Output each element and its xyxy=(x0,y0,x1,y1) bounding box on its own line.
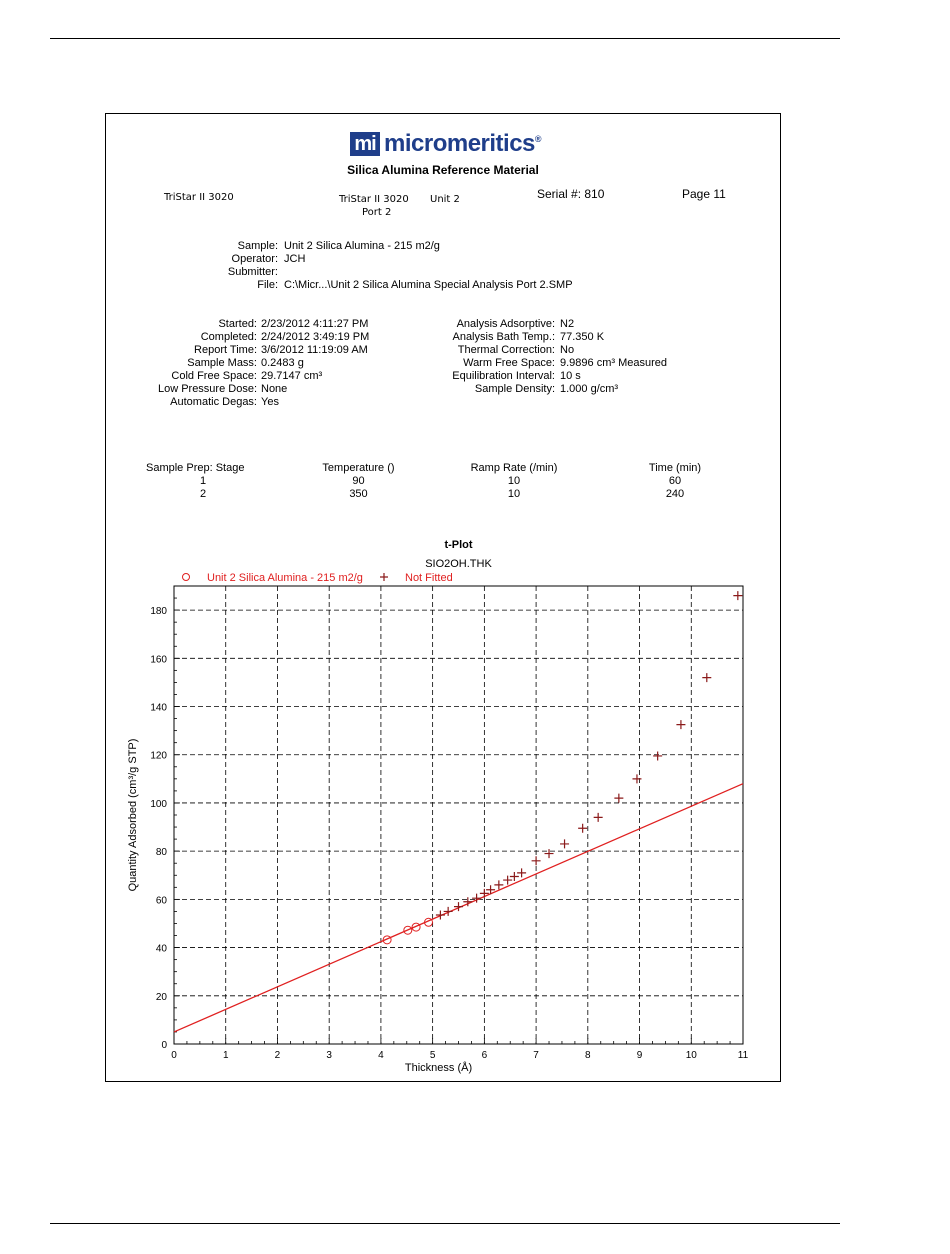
legend-label-series-1: Unit 2 Silica Alumina - 215 m2/g xyxy=(207,572,363,584)
submitter-value xyxy=(284,266,573,279)
cold-free-space-value: 29.7147 cm³ xyxy=(261,370,323,382)
data-point-not-fitted xyxy=(676,720,685,729)
chart-subtitle: SIO2OH.THK xyxy=(425,558,492,570)
prep-header-temperature: Temperature () xyxy=(322,462,395,474)
prep-header-ramp: Ramp Rate (/min) xyxy=(470,462,558,474)
report-page xyxy=(105,113,781,1082)
warm-free-space-value: 9.9896 cm³ Measured xyxy=(560,357,667,369)
automatic-degas-label: Automatic Degas: xyxy=(170,396,257,408)
chart-title: t-Plot xyxy=(444,539,473,551)
legend-label-series-2: Not Fitted xyxy=(405,572,453,584)
run-left-values xyxy=(261,318,369,409)
sample-density-value: 1.000 g/cm³ xyxy=(560,383,619,395)
y-tick-label: 20 xyxy=(155,991,167,1003)
operator-value: JCH xyxy=(284,253,306,265)
automatic-degas-value: Yes xyxy=(261,396,279,408)
x-tick-label: 1 xyxy=(222,1050,229,1061)
thermal-correction-value: No xyxy=(560,344,575,356)
data-point-not-fitted xyxy=(653,751,662,760)
x-tick-label: 9 xyxy=(636,1050,643,1061)
started-label: Started: xyxy=(218,318,257,330)
instrument-left: TriStar II 3020 xyxy=(164,192,234,203)
serial-number: Serial #: 810 xyxy=(537,187,605,201)
prep-row-1-stage: 1 xyxy=(200,475,207,487)
file-label: File: xyxy=(257,279,278,291)
cold-free-space-label: Cold Free Space: xyxy=(171,370,257,382)
instrument-center: TriStar II 3020 xyxy=(339,194,409,205)
legend-plus-marker xyxy=(380,573,388,581)
y-axis-label: Quantity Adsorbed (cm³/g STP) xyxy=(127,738,139,892)
report-time-value: 3/6/2012 11:19:09 AM xyxy=(261,344,368,356)
data-point-not-fitted xyxy=(614,794,623,803)
x-tick-label: 10 xyxy=(685,1050,697,1061)
prep-row-2-ramp: 10 xyxy=(507,488,521,500)
x-axis-label: Thickness (Å) xyxy=(404,1062,473,1074)
bath-temp-label: Analysis Bath Temp.: xyxy=(452,331,555,343)
y-tick-label: 160 xyxy=(150,654,167,666)
prep-row-1-ramp: 10 xyxy=(507,475,521,487)
logo-mark: mi xyxy=(350,132,380,156)
y-tick-label: 180 xyxy=(150,606,167,618)
data-point-not-fitted xyxy=(436,911,445,920)
legend-circle-marker xyxy=(183,574,190,581)
prep-ramp-col xyxy=(454,462,574,501)
port-label: Port 2 xyxy=(362,207,392,218)
report-time-label: Report Time: xyxy=(194,344,257,356)
x-tick-label: 8 xyxy=(585,1050,591,1061)
x-tick-label: 3 xyxy=(326,1050,332,1061)
t-plot-chart xyxy=(106,539,780,1079)
y-tick-label: 80 xyxy=(155,847,167,859)
analysis-adsorptive-value: N2 xyxy=(560,318,575,330)
completed-value: 2/24/2012 3:49:19 PM xyxy=(261,331,370,343)
x-tick-label: 6 xyxy=(481,1050,488,1061)
y-tick-label: 60 xyxy=(155,895,167,907)
page-number: Page 11 xyxy=(682,187,726,201)
data-point-not-fitted xyxy=(594,813,603,822)
unit-label: Unit 2 xyxy=(430,194,460,205)
x-tick-label: 5 xyxy=(429,1050,436,1061)
sample-density-label: Sample Density: xyxy=(474,383,555,395)
prep-row-2-stage: 2 xyxy=(200,488,207,500)
x-tick-label: 4 xyxy=(378,1050,384,1061)
prep-stage-col xyxy=(146,462,261,501)
run-right-labels xyxy=(406,318,555,396)
prep-temp-col xyxy=(296,462,421,501)
data-point-not-fitted xyxy=(545,849,554,858)
started-value: 2/23/2012 4:11:27 PM xyxy=(261,318,369,330)
completed-label: Completed: xyxy=(200,331,257,343)
y-tick-label: 100 xyxy=(150,798,167,810)
sample-value: Unit 2 Silica Alumina - 215 m2/g xyxy=(284,240,440,252)
data-point-not-fitted xyxy=(632,774,641,783)
data-point-not-fitted xyxy=(560,839,569,848)
x-tick-label: 7 xyxy=(533,1050,539,1061)
data-point-not-fitted xyxy=(444,907,453,916)
prep-row-2-temperature: 350 xyxy=(349,488,368,500)
run-right-values xyxy=(560,318,667,396)
plot-frame xyxy=(174,586,743,1044)
top-rule xyxy=(50,38,840,39)
sample-mass-value: 0.2483 g xyxy=(261,357,304,369)
x-tick-label: 11 xyxy=(737,1050,749,1061)
prep-row-1-temperature: 90 xyxy=(352,475,365,487)
y-tick-label: 120 xyxy=(150,750,167,762)
low-pressure-dose-value: None xyxy=(261,383,288,395)
bath-temp-value: 77.350 K xyxy=(560,331,605,343)
sample-info xyxy=(106,240,278,292)
submitter-label: Submitter: xyxy=(227,266,278,278)
y-tick-label: 140 xyxy=(150,702,167,714)
data-point-not-fitted xyxy=(494,880,503,889)
prep-time-col xyxy=(621,462,729,501)
equilibration-interval-value: 10 s xyxy=(560,370,581,382)
warm-free-space-label: Warm Free Space: xyxy=(463,357,555,369)
prep-row-1-time: 60 xyxy=(668,475,682,487)
prep-header-time: Time (min) xyxy=(648,462,702,474)
low-pressure-dose-label: Low Pressure Dose: xyxy=(157,383,257,395)
analysis-adsorptive-label: Analysis Adsorptive: xyxy=(456,318,555,330)
operator-label: Operator: xyxy=(231,253,278,265)
bottom-rule xyxy=(50,1223,840,1224)
equilibration-interval-label: Equilibration Interval: xyxy=(452,370,555,382)
y-tick-label: 40 xyxy=(155,943,167,955)
prep-header-stage: Sample Prep: Stage xyxy=(146,462,245,474)
sample-mass-label: Sample Mass: xyxy=(187,357,257,369)
data-point-not-fitted xyxy=(733,591,742,600)
sample-label: Sample: xyxy=(237,240,278,252)
sample-info-values xyxy=(284,240,573,292)
y-tick-label: 0 xyxy=(161,1040,167,1051)
run-left-labels xyxy=(106,318,257,409)
thermal-correction-label: Thermal Correction: xyxy=(457,344,555,356)
prep-row-2-time: 240 xyxy=(665,488,685,500)
file-value: C:\Micr...\Unit 2 Silica Alumina Special Analysis Port 2.SMP xyxy=(284,279,573,291)
x-tick-label: 2 xyxy=(274,1050,281,1061)
logo xyxy=(350,130,541,158)
data-point-not-fitted xyxy=(578,824,587,833)
data-point-not-fitted xyxy=(702,673,711,682)
data-point-not-fitted xyxy=(532,856,541,865)
report-title: Silica Alumina Reference Material xyxy=(347,163,539,177)
logo-text: micromeritics® xyxy=(384,130,542,157)
x-tick-label: 0 xyxy=(171,1050,177,1061)
